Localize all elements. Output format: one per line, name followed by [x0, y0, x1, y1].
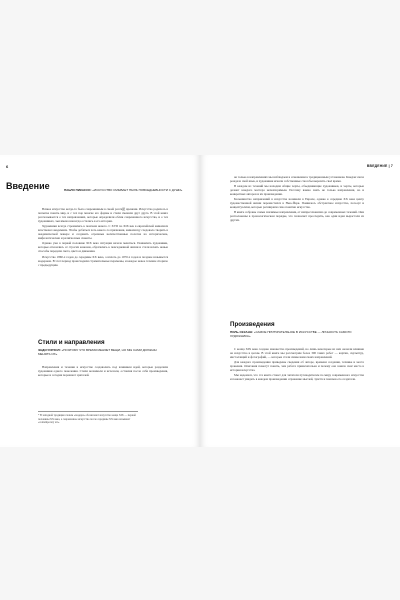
quote-text: «ИСКУССТВО СМЫВАЕТ ПЫЛЬ ПОВСЕДНЕВНОСТИ С ДУШИ» [92, 188, 183, 192]
right-column-top [230, 175, 364, 224]
paragraph: Мы надеемся, что эта книга станет для читателя путеводителем по миру современного искусства и поможет увидеть в каждом произведении отражение мыслей, чувств и поисков его создателя. [230, 373, 364, 382]
quote-author: ПАБЛО ПИКАССО: [64, 188, 92, 192]
intro-column [38, 207, 168, 268]
quote-text: «ПОЭТОМУ ЧТО ВРЕМЯ МЕНЯЕТ ВЕЩИ, НО МЫ САМИ ДОЛЖНЫ МЕНЯТЬ ИХ» [38, 348, 157, 356]
paragraph: Однако уже в первой половине XIX века ситуация начала меняться. Появились художники, которые отказались от строгих канонов, обратились к повседневной жизни и стали искать новые способы передачи света, цвета и движения. [38, 241, 168, 254]
paragraph: В каждом из течений мы находим общие черты, объединяющие художников, и черты, которые делают каждого мастера неповторимым. Поэтому важно знать не только направления, но и конкретных авторов и их произведения. [230, 184, 364, 197]
section-title: Стили и направления [38, 339, 105, 346]
paragraph: не только в направлениях мы наблюдаем в отношении к традиционным установкам. Каждая эпоха рождала свой язык, и художники искали собственные способы выразить своё время. [230, 175, 364, 184]
right-page [200, 155, 400, 447]
paragraph: Большинство направлений в искусстве возникли в Европе, однако к середине XX века центр художественной жизни переместился в Нью-Йорк. Появилось абстрактное искусство, поп-арт и концептуализм, которые расширили само понятие искусства. [230, 197, 364, 210]
paragraph: Для каждого произведения приведены сведения об авторе, времени создания, технике и месте хранения. Описания помогут понять, чем работа примечательна и почему она заняла своё место в истории искусства. [230, 360, 364, 373]
paragraph: Искусство 1860-х годов до середины XX века, а вплоть до 1970-х годов и позднее называется модерном. В этот период происходили стремительные перемены, и каждое новое течение спорило с предыдущим. [38, 254, 168, 267]
book-spread [0, 155, 400, 447]
section-column [38, 365, 168, 378]
page-number: 6 [6, 164, 9, 169]
section-quote [38, 349, 158, 357]
quote-author: ПОЛЬ СЕЗАНН: [230, 330, 254, 334]
paragraph: Всякое искусство когда-то было современным в своей рассв振 времени. Искусство родилось в попытке понять мир, и с тех пор многие его формы и стили сменяли друг друга. В этой книге рассказывается о тех направлениях, которые определили облик современного искусства, и о тех художниках, чьи имена навсегда остались в его истории. [38, 207, 168, 224]
paragraph: Направления и течения в искусстве создавались под влиянием идей, которые разделяли художники одного поколения. Стили возникали и исчезали, оставляя после себя произведения, которые и сегодня поражают зрителей. [38, 365, 168, 378]
running-head: ВВЕДЕНИЕ | 7 [366, 164, 393, 168]
paragraph: С конца XIX века создано множество произведений, но лишь некоторые из них оказали влияние на искусство в целом. В этой книге мы рассмотрим более 300 таких работ — картин, скульптур, инсталляций и фотографий, — которые стали символами своих направлений. [230, 347, 364, 360]
footnote: * В западной традиции словом «модерн» обозначают искусство конца XIX — первой половины XX века, а современное искусство после середины XX века называют «contemporary art». [38, 411, 138, 425]
quote-text: «САМОЕ ПРИТЯГАТЕЛЬНОЕ В ИСКУССТВЕ — ЛИЧНОСТЬ САМОГО ХУДОЖНИКА» [230, 330, 352, 338]
paragraph: В книге собраны самые значимые направления, от импрессионизма до современных течений. Они расположены в хронологическом порядке, что позволяет проследить, как одни идеи вырастали из других. [230, 210, 364, 223]
section-quote [230, 331, 364, 339]
intro-quote [64, 189, 194, 193]
left-page [0, 155, 200, 447]
chapter-title: Введение [6, 181, 50, 191]
right-column-bottom [230, 347, 364, 382]
quote-author: ЭНДИ УОРХОЛ: [38, 348, 61, 352]
paragraph: Художники всегда стремились к поискам нового. С XVII по XIX век в европейской живописи властвовал академизм. Чтобы добиться хоть какого-то признания, живописцу следовало творить в академической манере и создавать огромные величественные полотна на исторические, мифологические и религиозные сюжеты. [38, 224, 168, 241]
section-title: Произведения [230, 321, 275, 328]
